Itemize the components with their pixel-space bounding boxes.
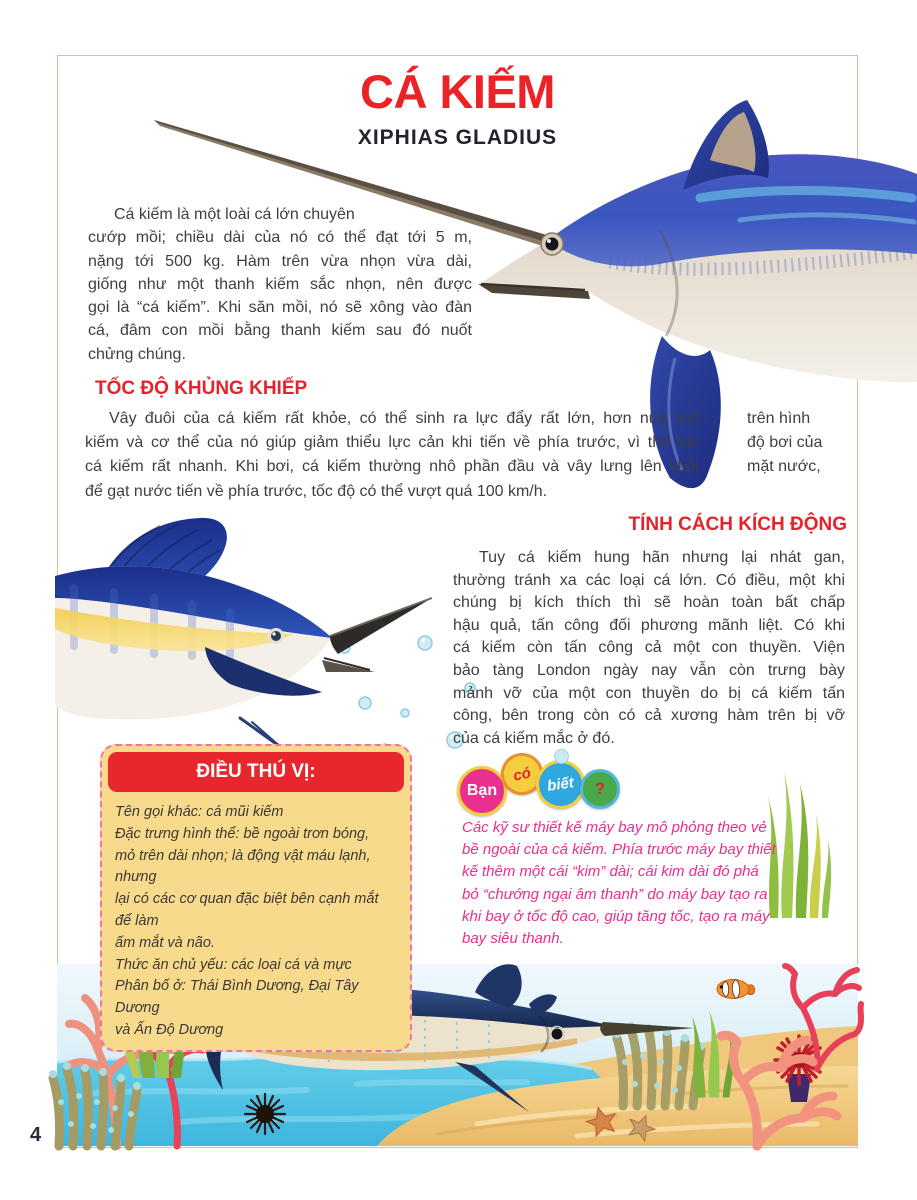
text-line: cá, đâm con mồi bằng thanh kiếm sau đó nuốt xyxy=(88,322,472,340)
text-line: khi bay ở tốc độ cao, giúp tăng tốc, tạo ra máy xyxy=(462,907,770,925)
text-line: bỏ “chướng ngại âm thanh” do máy bay tạo ra xyxy=(462,885,768,903)
text-line: cá kiếm rất nhanh. Khi bơi, cá kiếm thường nhô phần đầu và vây lưng lên khỏi mặt nước, xyxy=(85,458,821,476)
page-number: 4 xyxy=(30,1124,42,1146)
text-line: Các kỹ sư thiết kế máy bay mô phỏng theo vẻ xyxy=(462,819,767,836)
text-line: để gạt nước tiến về phía trước, tốc độ có thể vượt quá 100 km/h. xyxy=(85,482,548,500)
text-line: Phân bố ở: Thái Bình Dương, Đại Tây Dương xyxy=(115,978,359,1017)
text-line: Đặc trưng hình thể: bề ngoài trơn bóng, xyxy=(115,825,370,842)
speed-paragraph xyxy=(85,407,847,504)
badge-question-mark: ? xyxy=(580,769,620,809)
text-line: mỏ trên dài nhọn; là động vật máu lạnh, nhưng xyxy=(115,847,371,886)
text-line: bảo tàng London ngày nay vẫn còn trưng bày xyxy=(453,661,845,679)
text-line: Tuy cá kiếm hung hãn nhưng lại nhát gan, xyxy=(479,549,845,566)
text-line: nặng tới 500 kg. Hàm trên vừa nhọn vừa dài, xyxy=(88,252,472,270)
fun-facts-box xyxy=(100,744,412,1052)
text-line: Thức ăn chủ yếu: các loại cá và mực xyxy=(115,956,352,973)
text-line: thường tránh xa các loại cá lớn. Có điều, một khi xyxy=(453,571,845,589)
fun-facts-list xyxy=(102,798,410,1042)
text-line: Vây đuôi của cá kiếm rất khỏe, có thể sinh ra lực đẩy rất lớn, hơn nữa mỏ trên hình xyxy=(109,410,811,427)
text-line: và Ấn Độ Dương xyxy=(115,1021,224,1038)
text-line: ấm mắt và não. xyxy=(115,934,215,951)
section-heading-temper: TÍNH CÁCH KÍCH ĐỘNG xyxy=(628,514,847,535)
marlin-bill xyxy=(330,598,432,654)
marlin-illustration xyxy=(30,512,470,762)
text-line: Cá kiếm là một loài cá lớn chuyên xyxy=(114,206,355,223)
text-line: công, bên trong còn có cả xương hàm trên bị vỡ xyxy=(453,707,845,725)
text-line: cướp mồi; chiều dài của nó có thể đạt tới 5 m, xyxy=(88,229,472,247)
bubble-icon xyxy=(554,749,569,764)
text-line: chúng bị kích thích thì sẽ hoàn toàn bất chấp xyxy=(453,594,845,612)
text-line: lại có các cơ quan đặc biệt bên cạnh mắt để làm xyxy=(115,891,379,929)
text-line: kế thêm một cái “kim” dài; cái kim dài đó phá xyxy=(462,863,759,881)
text-line: gọi là “cá kiếm”. Khi săn mồi, nó sẽ xông vào đàn xyxy=(88,299,472,317)
text-line: Tên gọi khác: cá mũi kiếm xyxy=(115,804,284,820)
text-line: bề ngoài của cá kiếm. Phía trước máy bay thiết xyxy=(462,841,776,859)
temper-paragraph xyxy=(453,547,845,750)
text-line: cá kiếm còn tấn công cả một con thuyền. Viện xyxy=(453,639,845,657)
did-you-know-paragraph xyxy=(462,817,836,950)
text-line: hậu quả, tấn công đối phương mãnh liệt. Có khi xyxy=(453,616,845,634)
did-you-know-badge xyxy=(457,753,617,817)
text-line: bay siêu thanh. xyxy=(462,930,564,948)
scientific-name: XIPHIAS GLADIUS xyxy=(357,126,558,149)
section-heading-speed: TỐC ĐỘ KHỦNG KHIẾP xyxy=(95,378,308,399)
badge-word-3: biết xyxy=(533,757,588,812)
sea-urchin xyxy=(245,1094,285,1134)
text-line: của cá kiếm mắc ở đó. xyxy=(453,729,615,747)
intro-paragraph xyxy=(88,203,472,366)
badge-word-2: có xyxy=(497,749,547,799)
text-line: kiếm và cơ thể của nó giúp giảm thiểu lực cản khi tiến về phía trước, vì thế tốc độ bơi của xyxy=(85,434,823,452)
text-line: giống như một thanh kiếm sắc nhọn, nên được xyxy=(88,275,472,293)
text-line: chửng chúng. xyxy=(88,345,186,363)
page-title: CÁ KIẾM xyxy=(360,65,555,118)
badge-word-1: Bạn xyxy=(457,766,507,816)
fun-facts-header: ĐIỀU THÚ VỊ: xyxy=(108,752,404,792)
text-line: mảnh vỡ của một con thuyền do bị cá kiếm tấn xyxy=(453,684,845,702)
